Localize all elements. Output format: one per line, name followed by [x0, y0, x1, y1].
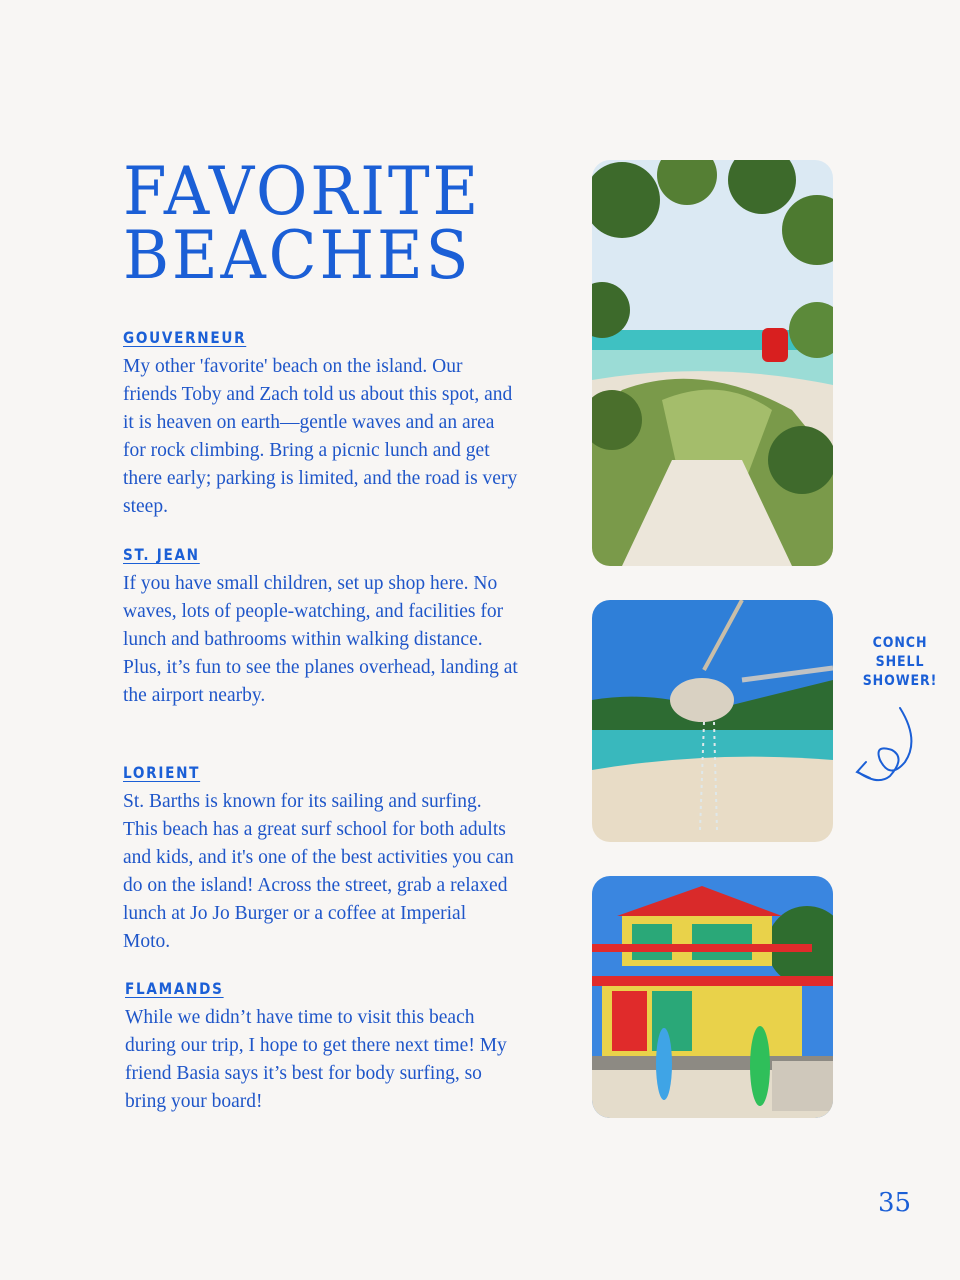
section-st-jean — [123, 545, 518, 710]
photo-conch-shell-shower — [592, 600, 833, 842]
section-body: St. Barths is known for its sailing and surfing. This beach has a great surf school for both adults and kids, and it's one of the best activities you can do on the island! Across the street, grab a relaxed lunch at Jo Jo Burger or a coffee at Imperial Moto. — [123, 791, 514, 952]
section-heading: ST. JEAN — [123, 545, 200, 564]
section-lorient — [123, 763, 518, 956]
section-heading: FLAMANDS — [125, 979, 224, 998]
section-gouverneur — [123, 328, 518, 521]
page-number: 35 — [878, 1188, 912, 1218]
title-line-1: FAVORITE — [123, 153, 482, 230]
conch-shell-shower-note — [862, 634, 938, 691]
note-line-1: CONCH — [872, 635, 928, 651]
photo-lifeguard-hut — [592, 876, 833, 1118]
title-line-2: BEACHES — [123, 217, 472, 294]
section-body: My other 'favorite' beach on the island. Our friends Toby and Zach told us about this spot, and it is heaven on earth—gentle waves and an area for rock climbing. Bring a picnic lunch and get there early; parking is limited, and the road is very steep. — [123, 356, 518, 517]
page-title — [123, 153, 482, 294]
note-line-3: SHOWER! — [862, 673, 938, 689]
note-line-2: SHELL — [875, 654, 925, 670]
section-heading: LORIENT — [123, 763, 201, 782]
section-heading: GOUVERNEUR — [123, 328, 247, 347]
photo-beach-path — [592, 160, 833, 566]
section-flamands — [125, 979, 520, 1116]
section-body: While we didn’t have time to visit this beach during our trip, I hope to get there next time! My friend Basia says it’s best for body surfing, so bring your board! — [125, 1007, 507, 1112]
curly-arrow-icon — [850, 700, 920, 790]
section-body: If you have small children, set up shop here. No waves, lots of people-watching, and facilities for lunch and bathrooms within walking distance. Plus, it’s fun to see the planes overhead, landing at the airport nearby. — [123, 573, 518, 706]
